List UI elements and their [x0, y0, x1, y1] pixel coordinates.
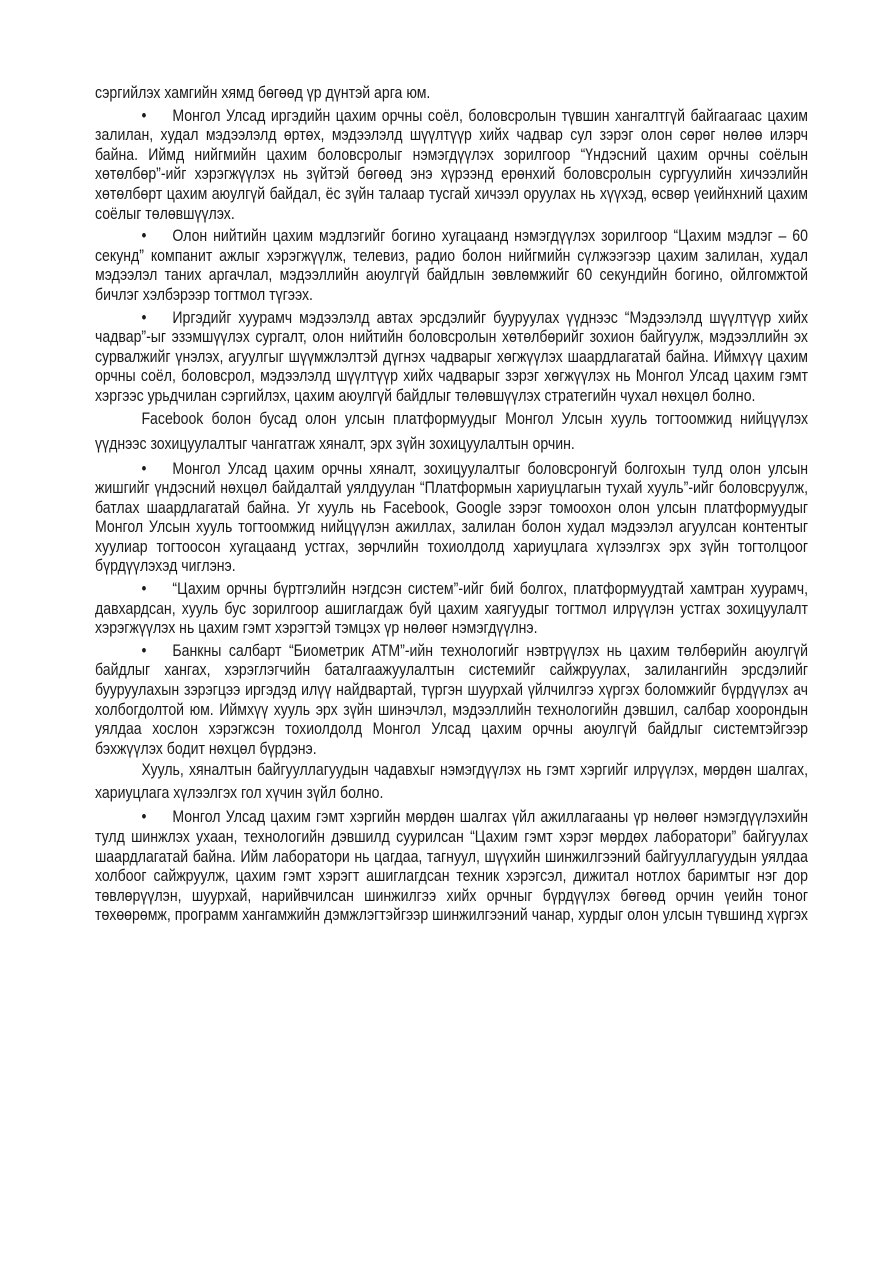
- bullet-icon: •: [141, 308, 147, 327]
- bullet-icon: •: [141, 808, 147, 827]
- bullet-paragraph-media-literacy: [95, 309, 808, 407]
- bullet-paragraph-platform-law: [95, 460, 808, 578]
- bullet-paragraph-registration-system: [95, 580, 808, 639]
- paragraph-text: Монгол Улсад цахим орчны хяналт, зохицуулалтыг боловсронгуй болгохын тулд олон улсын жишгийг үндэсний нөхцөл байдалтай уялдуулан “Платформын хариуцлагын тухай хууль”-ийг боловсруулж, батлах шаардлагатай байна. Уг хууль нь Facebook, Google зэрэг томоохон олон улсын платформуудыг Монгол Улсын хууль тогтоомжид нийцүүлэн ажиллах, залилан болон худал мэдээлэл агуулсан контентыг хуулиар тогтоосон хугацаанд устгах, зөрчлийн тохиолдолд хариуцлага хүлээлгэх эрх зүйн тогтолцоог бүрдүүлэхэд чиглэнэ.: [95, 459, 808, 576]
- paragraph-text: Олон нийтийн цахим мэдлэгийг богино хугацаанд нэмэгдүүлэх зорилгоор “Цахим мэдлэг – 60 секунд” компанит ажлыг хэрэгжүүлж, телевиз, радио болон нийгмийн сүлжээгээр цахим залилан, худал мэдээлэл таних аргачлал, мэдээллийн аюулгүй байдлын зөвлөмжийг 60 секундийн богино, ойлгомжтой бичлэг хэлбэрээр тогтмол түгээх.: [95, 227, 808, 304]
- section-heading-paragraph-platforms: Facebook болон бусад олон улсын платформуудыг Монгол Улсын хууль тогтоомжид нийцүүлэх үүднээс зохицуулалтыг чангатгаж хяналт, эрх зүйн зохицуулалтын орчин.: [95, 409, 808, 453]
- bullet-paragraph-digital-culture: [95, 107, 808, 225]
- bullet-paragraph-forensic-lab: [95, 808, 808, 926]
- paragraph-text: Банкны салбарт “Биометрик АТМ”-ийн технологийг нэвтрүүлэх нь цахим төлбөрийн аюулгүй байдлыг хангах, хэрэглэгчийн баталгаажуулалтын системийг сайжруулах, залилангийн эрсдэлийг бууруулахын зэрэгцээ иргэдэд илүү найдвартай, түргэн шуурхай үйлчилгээ хүргэх боломжийг бүрдүүлэх ач холбогдолтой юм. Иймхүү хууль эрх зүйн шинэчлэл, мэдээллийн технологийн дэвшил, салбар хоорондын уялдаа хослон хэрэгжсэн тохиолдолд Монгол Улсад цахим орчны аюулгүй байдлыг системтэйгээр бэхжүүлэх бодит нөхцөл бүрдэнэ.: [95, 641, 808, 758]
- bullet-icon: •: [141, 106, 147, 125]
- paragraph-continuation: сэргийлэх хамгийн хямд бөгөөд үр дүнтэй арга юм.: [95, 84, 431, 102]
- paragraph-text: Иргэдийг хуурамч мэдээлэлд автах эрсдэлийг бууруулах үүднээс “Мэдээлэлд шүүлтүүр хийх чадвар”-ыг эзэмшүүлэх сургалт, олон нийтийн боловсролын хөтөлбөрийг зохион байгуулж, мэдээллийн эх сурвалжийг үнэлэх, агуулгыг шүүмжлэлтэй дүгнэх чадварыг хөгжүүлэх шаардлагатай байна. Иймхүү цахим орчны соёл, боловсрол, мэдээлэлд шүүлтүүр хийх чадварыг зэрэг хөгжүүлэх нь Монгол Улсад цахим гэмт хэргээс урьдчилан сэргийлэх, цахим аюулгүй байдлыг төлөвшүүлэх стратегийн чухал нөхцөл болно.: [95, 308, 808, 405]
- document-page: [95, 84, 808, 926]
- bullet-icon: •: [141, 580, 147, 599]
- bullet-paragraph-60-seconds: [95, 227, 808, 305]
- paragraph-text: Монгол Улсад иргэдийн цахим орчны соёл, боловсролын түвшин хангалтгүй байгаагаас цахим залилан, худал мэдээлэлд өртөх, мэдээлэлд шүүлтүүр хийх чадвар сул зэрэг олон сөрөг нөлөө илэрч байна. Иймд нийгмийн цахим боловсролыг нэмэгдүүлэх зорилгоор “Үндэсний цахим орчны соёлын хөтөлбөр”-ийг хэрэгжүүлэх нь зүйтэй бөгөөд энэ хүрээнд ерөнхий боловсролын сургуулийн хичээлийн хөтөлбөрт цахим аюулгүй байдал, ёс зүйн талаар тусгай хичээл оруулах нь хүүхэд, өсвөр үеийнхний цахим соёлыг төлөвшүүлэх.: [95, 106, 808, 223]
- bullet-icon: •: [141, 641, 147, 660]
- bullet-icon: •: [141, 459, 147, 478]
- bullet-paragraph-biometric-atm: [95, 642, 808, 760]
- paragraph-text: Монгол Улсад цахим гэмт хэргийн мөрдөн шалгах үйл ажиллагааны үр нөлөөг нэмэгдүүлэхийн тулд шинжлэх ухаан, технологийн дэвшилд суурилсан “Цахим гэмт хэрэг мөрдөх лаборатори” байгуулах шаардлагатай байна. Ийм лаборатори нь цагдаа, тагнуул, шүүхийн шинжилгээний байгууллагуудын уялдаа холбоог сайжруулж, цахим гэмт хэрэгт ашиглагдсан техник хэрэгсэл, дижитал нотлох баримтыг нэг дор төвлөрүүлэн, шуурхай, нарийвчилсан шинжилгээ хийх орчныг бүрдүүлэх бөгөөд орчин үеийн тоног төхөөрөмж, программ хангамжийн дэмжлэгтэйгээр шинжилгээний чанар, хурдыг олон улсын түвшинд хүргэх: [95, 808, 808, 925]
- bullet-icon: •: [141, 227, 147, 246]
- section-heading-paragraph-law-enforcement: Хууль, хяналтын байгууллагуудын чадавхыг нэмэгдүүлэх нь гэмт хэргийг илрүүлэх, мөрдөн шалгах, хариуцлага хүлээлгэх гол хүчин зүйл болно.: [95, 761, 808, 803]
- paragraph-text: “Цахим орчны бүртгэлийн нэгдсэн систем”-ийг бий болгох, платформуудтай хамтран хуурамч, давхардсан, хууль бус зорилгоор ашиглагдаж буй цахим хаягуудыг тогтмол илрүүлэн устгах зохицуулалт хэрэгжүүлэх нь цахим гэмт хэрэгтэй тэмцэх үр нөлөөг нэмэгдүүлнэ.: [95, 580, 808, 638]
